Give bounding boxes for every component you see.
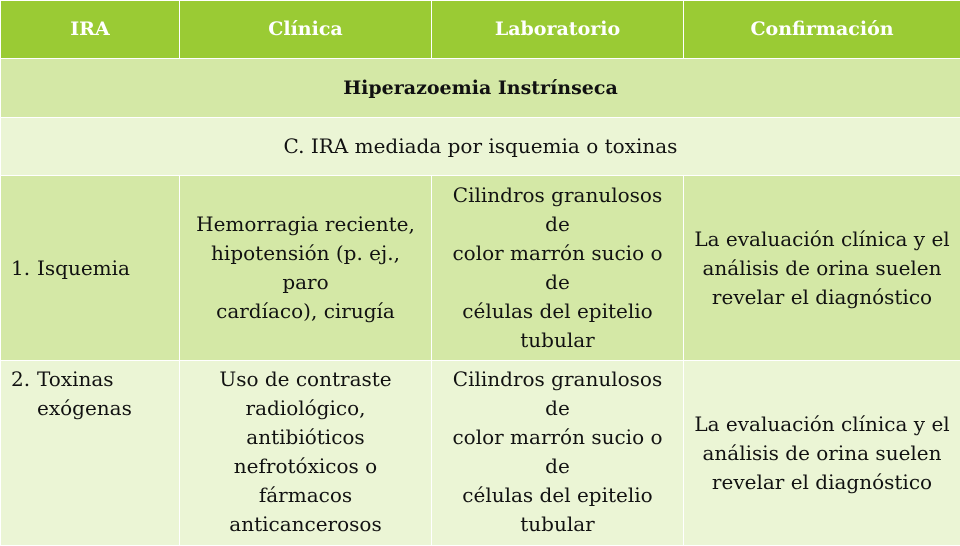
header-confirmacion: Confirmación <box>684 1 960 59</box>
laboratorio-line: Cilindros granulosos de <box>438 181 677 239</box>
subsection-title: C. IRA mediada por isquemia o toxinas <box>1 118 960 176</box>
laboratorio-cell <box>432 176 684 361</box>
clinica-cell <box>180 176 432 361</box>
clinica-line: antibióticos nefrotóxicos o <box>186 423 425 481</box>
subsection-row <box>1 118 960 176</box>
header-clinica: Clínica <box>180 1 432 59</box>
laboratorio-line: color marrón sucio o de <box>438 239 677 297</box>
header-row <box>1 1 960 59</box>
ira-cell <box>1 361 180 546</box>
clinica-line: Uso de contraste radiológico, <box>186 365 425 423</box>
header-ira: IRA <box>1 1 180 59</box>
table-row <box>1 176 960 361</box>
confirmacion-cell <box>684 361 960 546</box>
clinica-line: hipotensión (p. ej., paro <box>186 239 425 297</box>
ira-cell <box>1 176 180 361</box>
ira-name: exógenas <box>37 394 132 423</box>
header-laboratorio: Laboratorio <box>432 1 684 59</box>
confirmacion-line: análisis de orina suelen <box>690 439 954 468</box>
confirmacion-line: análisis de orina suelen <box>690 254 954 283</box>
confirmacion-line: La evaluación clínica y el <box>690 225 954 254</box>
row-number: 2. <box>11 365 37 394</box>
confirmacion-cell <box>684 176 960 361</box>
laboratorio-line: células del epitelio tubular <box>438 297 677 355</box>
confirmacion-line: revelar el diagnóstico <box>690 468 954 497</box>
table-row <box>1 361 960 546</box>
clinica-line: Hemorragia reciente, <box>186 210 425 239</box>
laboratorio-line: Cilindros granulosos de <box>438 365 677 423</box>
clinica-line: fármacos anticancerosos <box>186 481 425 539</box>
section-title: Hiperazoemia Instrínseca <box>1 59 960 118</box>
ira-name: Toxinas <box>37 365 132 394</box>
confirmacion-line: revelar el diagnóstico <box>690 283 954 312</box>
laboratorio-line: color marrón sucio o de <box>438 423 677 481</box>
clinica-line: cardíaco), cirugía <box>186 297 425 326</box>
row-number: 1. <box>11 254 37 283</box>
confirmacion-line: La evaluación clínica y el <box>690 410 954 439</box>
section-row <box>1 59 960 118</box>
clinica-cell <box>180 361 432 546</box>
laboratorio-cell <box>432 361 684 546</box>
ira-name: Isquemia <box>37 254 130 283</box>
laboratorio-line: células del epitelio tubular <box>438 481 677 539</box>
